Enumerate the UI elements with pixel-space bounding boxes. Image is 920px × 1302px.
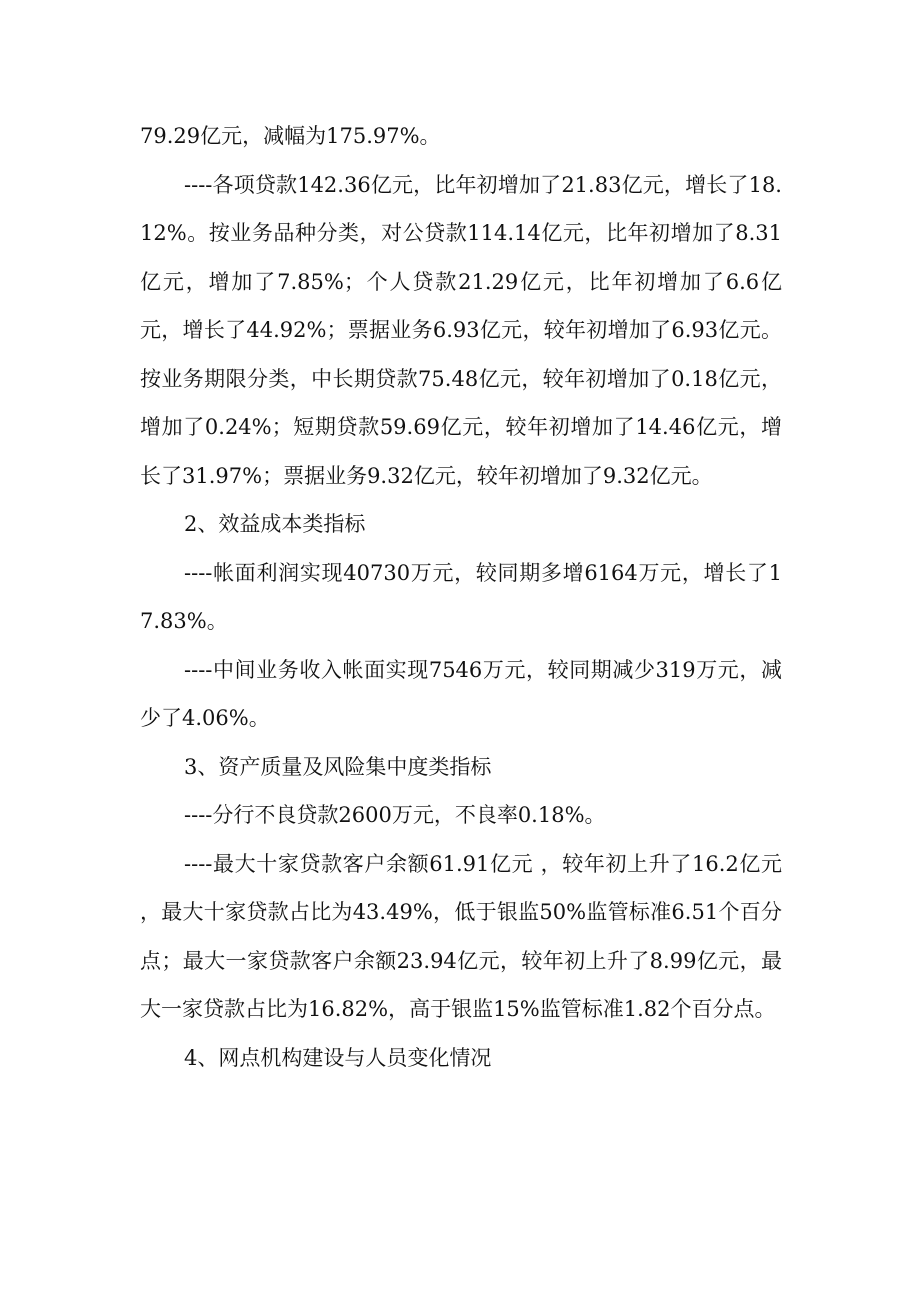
section-heading-branches-staff: 4、网点机构建设与人员变化情况 (184, 1045, 492, 1070)
paragraph-continued: 79.29亿元，减幅为175.97%。 (140, 124, 441, 148)
paragraph-npl: ----分行不良贷款2600万元，不良率0.18%。 (184, 803, 606, 827)
paragraph-intermediate-income: ----中间业务收入帐面实现7546万元，较同期减少319万元，减少了4.06%。 (140, 657, 782, 730)
section-heading-profit-cost: 2、效益成本类指标 (184, 512, 366, 536)
paragraph-loans: ----各项贷款142.36亿元，比年初增加了21.83亿元，增长了18.12%。按业务品种分类，对公贷款114.14亿元，比年初增加了8.31亿元，增加了7.85%；个人贷款21.29亿元，比年初增加了6.6亿元，增长了44.92%；票据业务6.93亿元，较年初增加了6.93亿元。按业务期限分类，中长期贷款75.48亿元，较年初增加了0.18亿元，增加了0.24%；短期贷款59.69亿元，较年初增加了14.46亿元，增长了31.97%；票据业务9.32亿元，较年初增加了9.32亿元。 (140, 172, 782, 488)
document-body (140, 112, 789, 1082)
paragraph-concentration: ----最大十家贷款客户余额61.91亿元 ，较年初上升了16.2亿元 ，最大十家贷款占比为43.49%，低于银监50%监管标准6.51个百分点；最大一家贷款客户余额23.94亿元，较年初上升了8.99亿元，最大一家贷款占比为16.82%，高于银监15%监管标准1.82个百分点。 (140, 851, 789, 1021)
section-heading-asset-quality: 3、资产质量及风险集中度类指标 (184, 754, 492, 779)
paragraph-book-profit: ----帐面利润实现40730万元，较同期多增6164万元，增长了17.83%。 (140, 560, 782, 633)
